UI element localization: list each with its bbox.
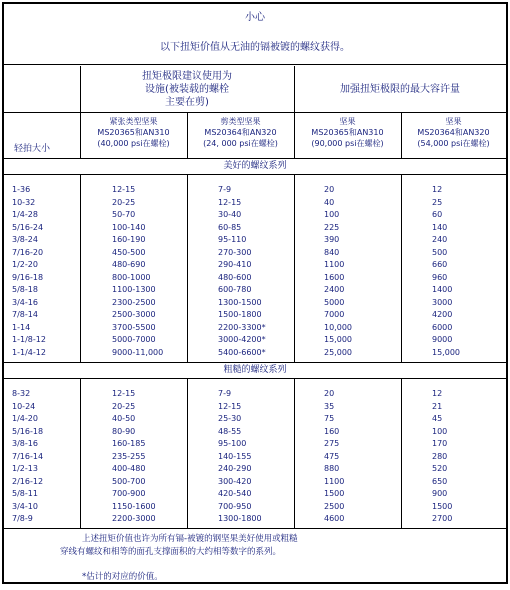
value-cell: 9000-11,000 — [112, 347, 164, 357]
group-recommended — [80, 70, 294, 109]
value-cell: 650 — [432, 476, 448, 486]
table-row — [4, 209, 506, 221]
value-cell: 160-185 — [112, 439, 146, 448]
value-cell: 480-690 — [112, 260, 146, 269]
footer-note-line1: 上述扭矩价值也许为所有镉-被镀的钢坚果美好使用或粗糙 — [82, 534, 298, 544]
value-cell: 12-15 — [218, 401, 242, 411]
value-cell: 300-420 — [218, 476, 252, 486]
value-cell: 1400 — [432, 285, 453, 294]
col3-line1: 坚果 — [339, 117, 356, 126]
rule-coarse-end — [4, 528, 506, 529]
group-max: 加强扭矩极限的最大容许量 — [340, 84, 460, 95]
value-cell: 390 — [324, 235, 340, 244]
col2-line3: (24, 000 psi在螺栓) — [203, 139, 278, 148]
footnote: *估计的对应的价值。 — [82, 572, 163, 582]
value-cell: 1500 — [432, 501, 453, 511]
value-cell: 700-900 — [112, 489, 146, 498]
rule-header — [4, 64, 506, 65]
value-cell: 100 — [432, 426, 448, 436]
size-cell: 3/8-16 — [12, 439, 38, 448]
size-cell: 10-24 — [12, 401, 36, 411]
group-recommended-line2: 设施(被装载的螺栓 — [145, 84, 229, 95]
value-cell: 2300-2500 — [112, 297, 156, 307]
value-cell: 290-410 — [218, 260, 252, 269]
table-row — [4, 401, 506, 413]
value-cell: 1100 — [324, 260, 345, 269]
value-cell: 2200-3300* — [218, 322, 266, 332]
value-cell: 1500-1800 — [218, 310, 262, 319]
value-cell: 1500 — [324, 489, 345, 498]
value-cell: 20-25 — [112, 197, 136, 207]
value-cell: 1600 — [324, 272, 345, 282]
col4-line2: MS20364和AN320 — [417, 128, 490, 137]
col1-line2: MS20365和AN310 — [97, 128, 170, 137]
torque-table — [2, 2, 508, 584]
size-cell: 1-14 — [12, 322, 31, 332]
col-tension-nut — [80, 116, 187, 149]
value-cell: 240-290 — [218, 464, 252, 473]
table-row — [4, 234, 506, 246]
value-cell: 9000 — [432, 335, 453, 344]
value-cell: 225 — [324, 222, 340, 232]
size-header: 轻拍大小 — [14, 144, 51, 154]
table-row — [4, 197, 506, 209]
value-cell: 60 — [432, 210, 443, 219]
value-cell: 500 — [432, 247, 448, 257]
caution-title: 小心 — [245, 12, 265, 23]
value-cell: 1100-1300 — [112, 285, 156, 294]
size-cell: 7/16-20 — [12, 247, 44, 257]
size-cell: 1/2-13 — [12, 464, 38, 473]
size-cell: 2/16-12 — [12, 476, 44, 486]
value-cell: 15,000 — [324, 335, 352, 344]
value-cell: 275 — [324, 439, 340, 448]
col4-line1: 坚果 — [445, 117, 462, 126]
value-cell: 20-25 — [112, 401, 136, 411]
table-row — [4, 413, 506, 425]
value-cell: 160-190 — [112, 235, 146, 244]
size-cell: 3/8-24 — [12, 235, 38, 244]
value-cell: 6000 — [432, 322, 453, 332]
value-cell: 30-40 — [218, 210, 242, 219]
value-cell: 12 — [432, 185, 443, 194]
table-row — [4, 272, 506, 284]
value-cell: 25-30 — [218, 414, 242, 423]
value-cell: 840 — [324, 247, 340, 257]
value-cell: 235-255 — [112, 451, 146, 461]
value-cell: 75 — [324, 414, 335, 423]
group-recommended-line1: 扭矩极限建议使用为 — [142, 71, 232, 82]
value-cell: 700-950 — [218, 501, 252, 511]
col3-line2: MS20365和AN310 — [311, 128, 384, 137]
table-row — [4, 513, 506, 525]
value-cell: 240 — [432, 235, 448, 244]
table-row — [4, 297, 506, 309]
value-cell: 12 — [432, 389, 443, 398]
value-cell: 520 — [432, 464, 448, 473]
value-cell: 2500-3000 — [112, 310, 156, 319]
value-cell: 4200 — [432, 310, 453, 319]
table-row — [4, 259, 506, 271]
size-cell: 10-32 — [12, 197, 36, 207]
table-row — [4, 184, 506, 196]
value-cell: 7-9 — [218, 389, 232, 398]
size-cell: 1-1/4-12 — [12, 347, 46, 357]
table-row — [4, 322, 506, 334]
size-cell: 5/16-18 — [12, 426, 44, 436]
rule-subheader — [4, 158, 506, 159]
table-row — [4, 488, 506, 500]
group-recommended-line3: 主要在剪) — [165, 97, 209, 108]
value-cell: 25,000 — [324, 347, 352, 357]
table-row — [4, 463, 506, 475]
value-cell: 450-500 — [112, 247, 146, 257]
col1-line1: 紧张类型坚果 — [109, 117, 158, 126]
value-cell: 960 — [432, 272, 448, 282]
value-cell: 20 — [324, 389, 335, 398]
value-cell: 270-300 — [218, 247, 252, 257]
size-cell: 1/4-28 — [12, 210, 38, 219]
value-cell: 25 — [432, 197, 443, 207]
source-note: 以下扭矩价值从无油的镉被镀的螺纹获得。 — [160, 42, 350, 53]
value-cell: 1100 — [324, 476, 345, 486]
value-cell: 7-9 — [218, 185, 232, 194]
value-cell: 100 — [324, 210, 340, 219]
size-cell: 1-36 — [12, 185, 31, 194]
table-row — [4, 247, 506, 259]
value-cell: 400-480 — [112, 464, 146, 473]
col-max-shear — [401, 116, 506, 149]
col-shear-nut — [187, 116, 294, 149]
value-cell: 1300-1500 — [218, 297, 262, 307]
value-cell: 2200-3000 — [112, 514, 156, 523]
value-cell: 80-90 — [112, 426, 136, 436]
col2-line1: 剪类型坚果 — [220, 117, 261, 126]
value-cell: 21 — [432, 401, 443, 411]
value-cell: 140-155 — [218, 451, 252, 461]
table-row — [4, 284, 506, 296]
size-cell: 5/8-18 — [12, 285, 38, 294]
size-cell: 9/16-18 — [12, 272, 44, 282]
size-cell: 3/4-10 — [12, 501, 38, 511]
col4-line3: (54,000 psi在螺栓) — [417, 139, 490, 148]
size-cell: 8-32 — [12, 389, 31, 398]
value-cell: 100-140 — [112, 222, 146, 232]
value-cell: 7000 — [324, 310, 345, 319]
footer-note-line2: 穿线有螺纹和相等的面孔支撑面积的大约相等数字的系列。 — [60, 547, 282, 557]
value-cell: 5000-7000 — [112, 335, 156, 344]
value-cell: 20 — [324, 185, 335, 194]
col3-line3: (90,000 psi在螺栓) — [311, 139, 384, 148]
rule-fine-end — [4, 362, 506, 363]
table-row — [4, 347, 506, 359]
value-cell: 140 — [432, 222, 448, 232]
value-cell: 12-15 — [112, 389, 136, 398]
value-cell: 480-600 — [218, 272, 252, 282]
fine-thread-label: 美好的螺纹系列 — [223, 161, 287, 171]
value-cell: 40-50 — [112, 414, 136, 423]
value-cell: 5000 — [324, 297, 345, 307]
size-cell: 5/8-11 — [12, 489, 38, 498]
value-cell: 900 — [432, 489, 448, 498]
value-cell: 35 — [324, 401, 335, 411]
size-cell: 1/2-20 — [12, 260, 38, 269]
table-row — [4, 426, 506, 438]
value-cell: 50-70 — [112, 210, 136, 219]
value-cell: 500-700 — [112, 476, 146, 486]
value-cell: 880 — [324, 464, 340, 473]
size-cell: 3/4-16 — [12, 297, 38, 307]
value-cell: 4600 — [324, 514, 345, 523]
value-cell: 2500 — [324, 501, 345, 511]
table-row — [4, 451, 506, 463]
value-cell: 3700-5500 — [112, 322, 156, 332]
value-cell: 800-1000 — [112, 272, 151, 282]
value-cell: 2400 — [324, 285, 345, 294]
value-cell: 10,000 — [324, 322, 352, 332]
size-cell: 5/16-24 — [12, 222, 44, 232]
table-row — [4, 222, 506, 234]
value-cell: 45 — [432, 414, 443, 423]
value-cell: 660 — [432, 260, 448, 269]
col2-line2: MS20364和AN320 — [204, 128, 277, 137]
size-cell: 1-1/8-12 — [12, 335, 46, 344]
value-cell: 3000 — [432, 297, 453, 307]
size-cell: 7/16-14 — [12, 451, 44, 461]
value-cell: 12-15 — [218, 197, 242, 207]
table-row — [4, 501, 506, 513]
value-cell: 420-540 — [218, 489, 252, 498]
table-row — [4, 334, 506, 346]
table-row — [4, 476, 506, 488]
value-cell: 2700 — [432, 514, 453, 523]
value-cell: 12-15 — [112, 185, 136, 194]
table-row — [4, 438, 506, 450]
col-max-tension — [294, 116, 401, 149]
value-cell: 48-55 — [218, 426, 242, 436]
size-cell: 1/4-20 — [12, 414, 38, 423]
coarse-thread-label: 粗糙的螺纹系列 — [223, 365, 287, 375]
value-cell: 1300-1800 — [218, 514, 262, 523]
table-row — [4, 309, 506, 321]
value-cell: 280 — [432, 451, 448, 461]
value-cell: 95-110 — [218, 235, 247, 244]
value-cell: 15,000 — [432, 347, 460, 357]
col1-line3: (40,000 psi在螺栓) — [97, 139, 170, 148]
value-cell: 95-100 — [218, 439, 247, 448]
value-cell: 1150-1600 — [112, 501, 156, 511]
value-cell: 40 — [324, 197, 335, 207]
value-cell: 160 — [324, 426, 340, 436]
value-cell: 475 — [324, 451, 340, 461]
size-cell: 7/8-14 — [12, 310, 38, 319]
size-cell: 7/8-9 — [12, 514, 33, 523]
value-cell: 170 — [432, 439, 448, 448]
table-row — [4, 388, 506, 400]
value-cell: 600-780 — [218, 285, 252, 294]
value-cell: 60-85 — [218, 222, 242, 232]
value-cell: 3000-4200* — [218, 335, 266, 344]
value-cell: 5400-6600* — [218, 347, 266, 357]
